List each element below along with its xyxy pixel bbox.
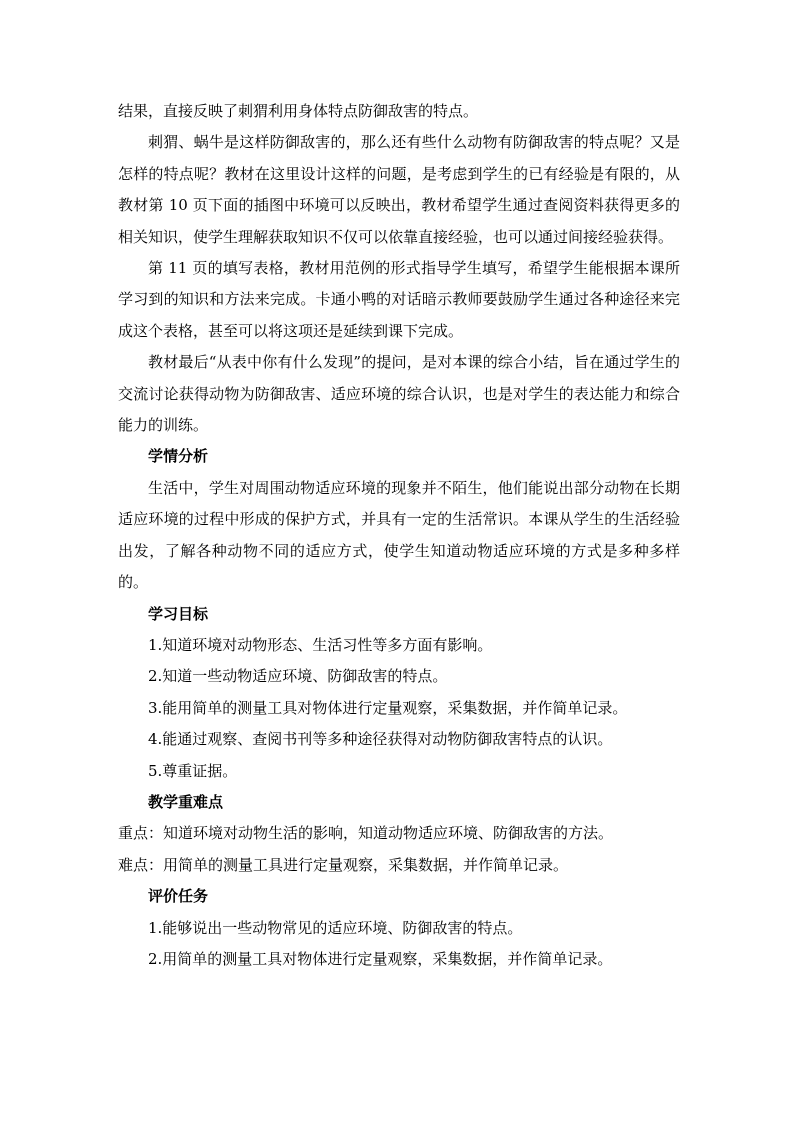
intro-paragraph-2: 第 11 页的填写表格，教材用范例的形式指导学生填写，希望学生能根据本课所学习到的知识和方法来完成。卡通小鸭的对话暗示教师要鼓励学生通过各种途径来完成这个表格，甚至可以将这项还是延续到课下完成。: [118, 259, 680, 340]
section-heading-keypoints: 教学重难点: [148, 792, 224, 811]
intro-paragraph-3: 教材最后“从表中你有什么发现”的提问，是对本课的综合小结，旨在通过学生的交流讨论获得动物为防御敌害、适应环境的综合认识，也是对学生的表达能力和综合能力的训练。: [118, 353, 680, 435]
intro-paragraph-1: 刺猬、蜗牛是这样防御敌害的，那么还有些什么动物有防御敌害的特点呢？又是怎样的特点呢？教材在这里设计这样的问题，是考虑到学生的已有经验是有限的，从教材第 10 页下面的插图中环境可以反映出，教材希望学生通过查阅资料获得更多的相关知识，使学生理解获取知识不仅可以依靠直接经验，也可以通过间接经验获得。: [118, 133, 680, 246]
goal-item: 3.能用简单的测量工具对物体进行定量观察，采集数据，并作简单记录。: [148, 698, 628, 717]
goal-item: 2.知道一些动物适应环境、防御敌害的特点。: [148, 667, 448, 686]
goal-item: 4.能通过观察、查阅书刊等多种途径获得对动物防御敌害特点的认识。: [148, 730, 613, 749]
intro-paragraph-0: 结果，直接反映了刺猬利用身体特点防御敌害的特点。: [118, 102, 479, 120]
keypoint-nandian: 难点：用简单的测量工具进行定量观察，采集数据，并作简单记录。: [118, 855, 569, 874]
section-heading-evaluation: 评价任务: [148, 887, 209, 906]
section-heading-xueqing: 学情分析: [148, 447, 209, 466]
goal-item: 1.知道环境对动物形态、生活习性等多方面有影响。: [148, 635, 493, 654]
evaluation-item: 2.用简单的测量工具对物体进行定量观察，采集数据，并作简单记录。: [148, 949, 613, 968]
goal-item: 5.尊重证据。: [148, 761, 238, 780]
evaluation-item: 1.能够说出一些动物常见的适应环境、防御敌害的特点。: [148, 918, 523, 937]
keypoint-zhongdian: 重点：知道环境对动物生活的影响，知道动物适应环境、防御敌害的方法。: [118, 824, 614, 843]
section-heading-goals: 学习目标: [148, 604, 209, 623]
xueqing-paragraph: 生活中，学生对周围动物适应环境的现象并不陌生，他们能说出部分动物在长期适应环境的过程中形成的保护方式，并具有一定的生活常识。本课从学生的生活经验出发，了解各种动物不同的适应方式，使学生知道动物适应环境的方式是多种多样的。: [118, 478, 680, 592]
document-page: [118, 96, 680, 975]
